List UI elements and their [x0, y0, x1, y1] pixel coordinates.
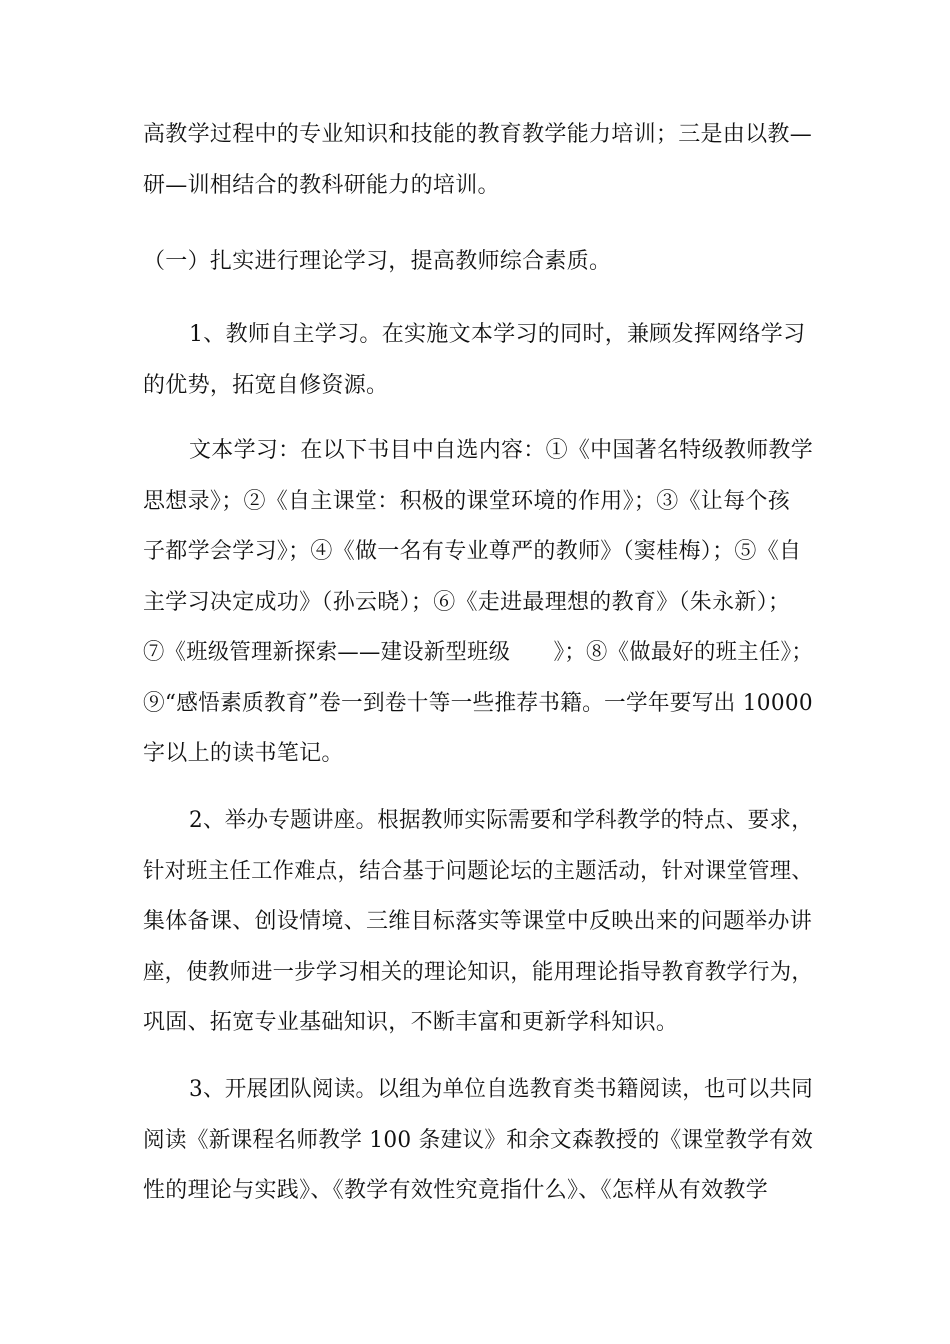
text-line: 巩固、拓宽专业基础知识，不断丰富和更新学科知识。	[143, 1010, 679, 1035]
text-line: 针对班主任工作难点，结合基于问题论坛的主题活动，针对课堂管理、	[143, 858, 813, 884]
text-line: 子都学会学习》；④《做一名有专业尊严的教师》（窦桂梅）；⑤《自	[143, 539, 802, 564]
text-line: 阅读《新课程名师教学 100 条建议》和余文森教授的《课堂教学有效	[143, 1127, 813, 1153]
text-line: 2、举办专题讲座。根据教师实际需要和学科教学的特点、要求，	[189, 808, 813, 833]
text-line: 集体备课、创设情境、三维目标落实等课堂中反映出来的问题举办讲	[143, 909, 813, 934]
text-line: 座，使教师进一步学习相关的理论知识，能用理论指导教育教学行为，	[143, 959, 813, 985]
text-line: 文本学习：在以下书目中自选内容：①《中国著名特级教师教学	[189, 438, 813, 463]
text-line: 思想录》；②《自主课堂：积极的课堂环境的作用》；③《让每个孩	[143, 488, 791, 514]
paragraph-reading-list	[143, 426, 813, 780]
text-line: 高教学过程中的专业知识和技能的教育教学能力培训；三是由以教—	[143, 122, 813, 147]
text-line: ⑨“感悟素质教育”卷一到卷十等一些推荐书籍。一学年要写出 10000	[143, 690, 813, 716]
text-line: 主学习决定成功》（孙云晓）；⑥《走进最理想的教育》（朱永新）；	[143, 589, 791, 615]
text-line: 字以上的读书笔记。	[143, 741, 344, 766]
paragraph-lectures	[143, 796, 813, 1049]
paragraph-team-reading	[143, 1065, 813, 1217]
text-line: 的优势，拓宽自修资源。	[143, 372, 389, 398]
text-line: 研—训相结合的教科研能力的培训。	[143, 172, 500, 198]
paragraph-continuation	[143, 110, 813, 211]
paragraph-self-study	[143, 310, 813, 411]
text-line: ⑦《班级管理新探索——建设新型班级 》；⑧《做最好的班主任》；	[143, 640, 813, 665]
section-heading	[143, 237, 813, 288]
text-line: 1、教师自主学习。在实施文本学习的同时，兼顾发挥网络学习	[189, 322, 806, 347]
text-line: 3、开展团队阅读。以组为单位自选教育类书籍阅读，也可以共同	[189, 1077, 813, 1102]
text-line: 性的理论与实践》、《教学有效性究竟指什么》、《怎样从有效教学	[143, 1178, 769, 1203]
text-line: （一）扎实进行理论学习，提高教师综合素质。	[143, 249, 612, 274]
